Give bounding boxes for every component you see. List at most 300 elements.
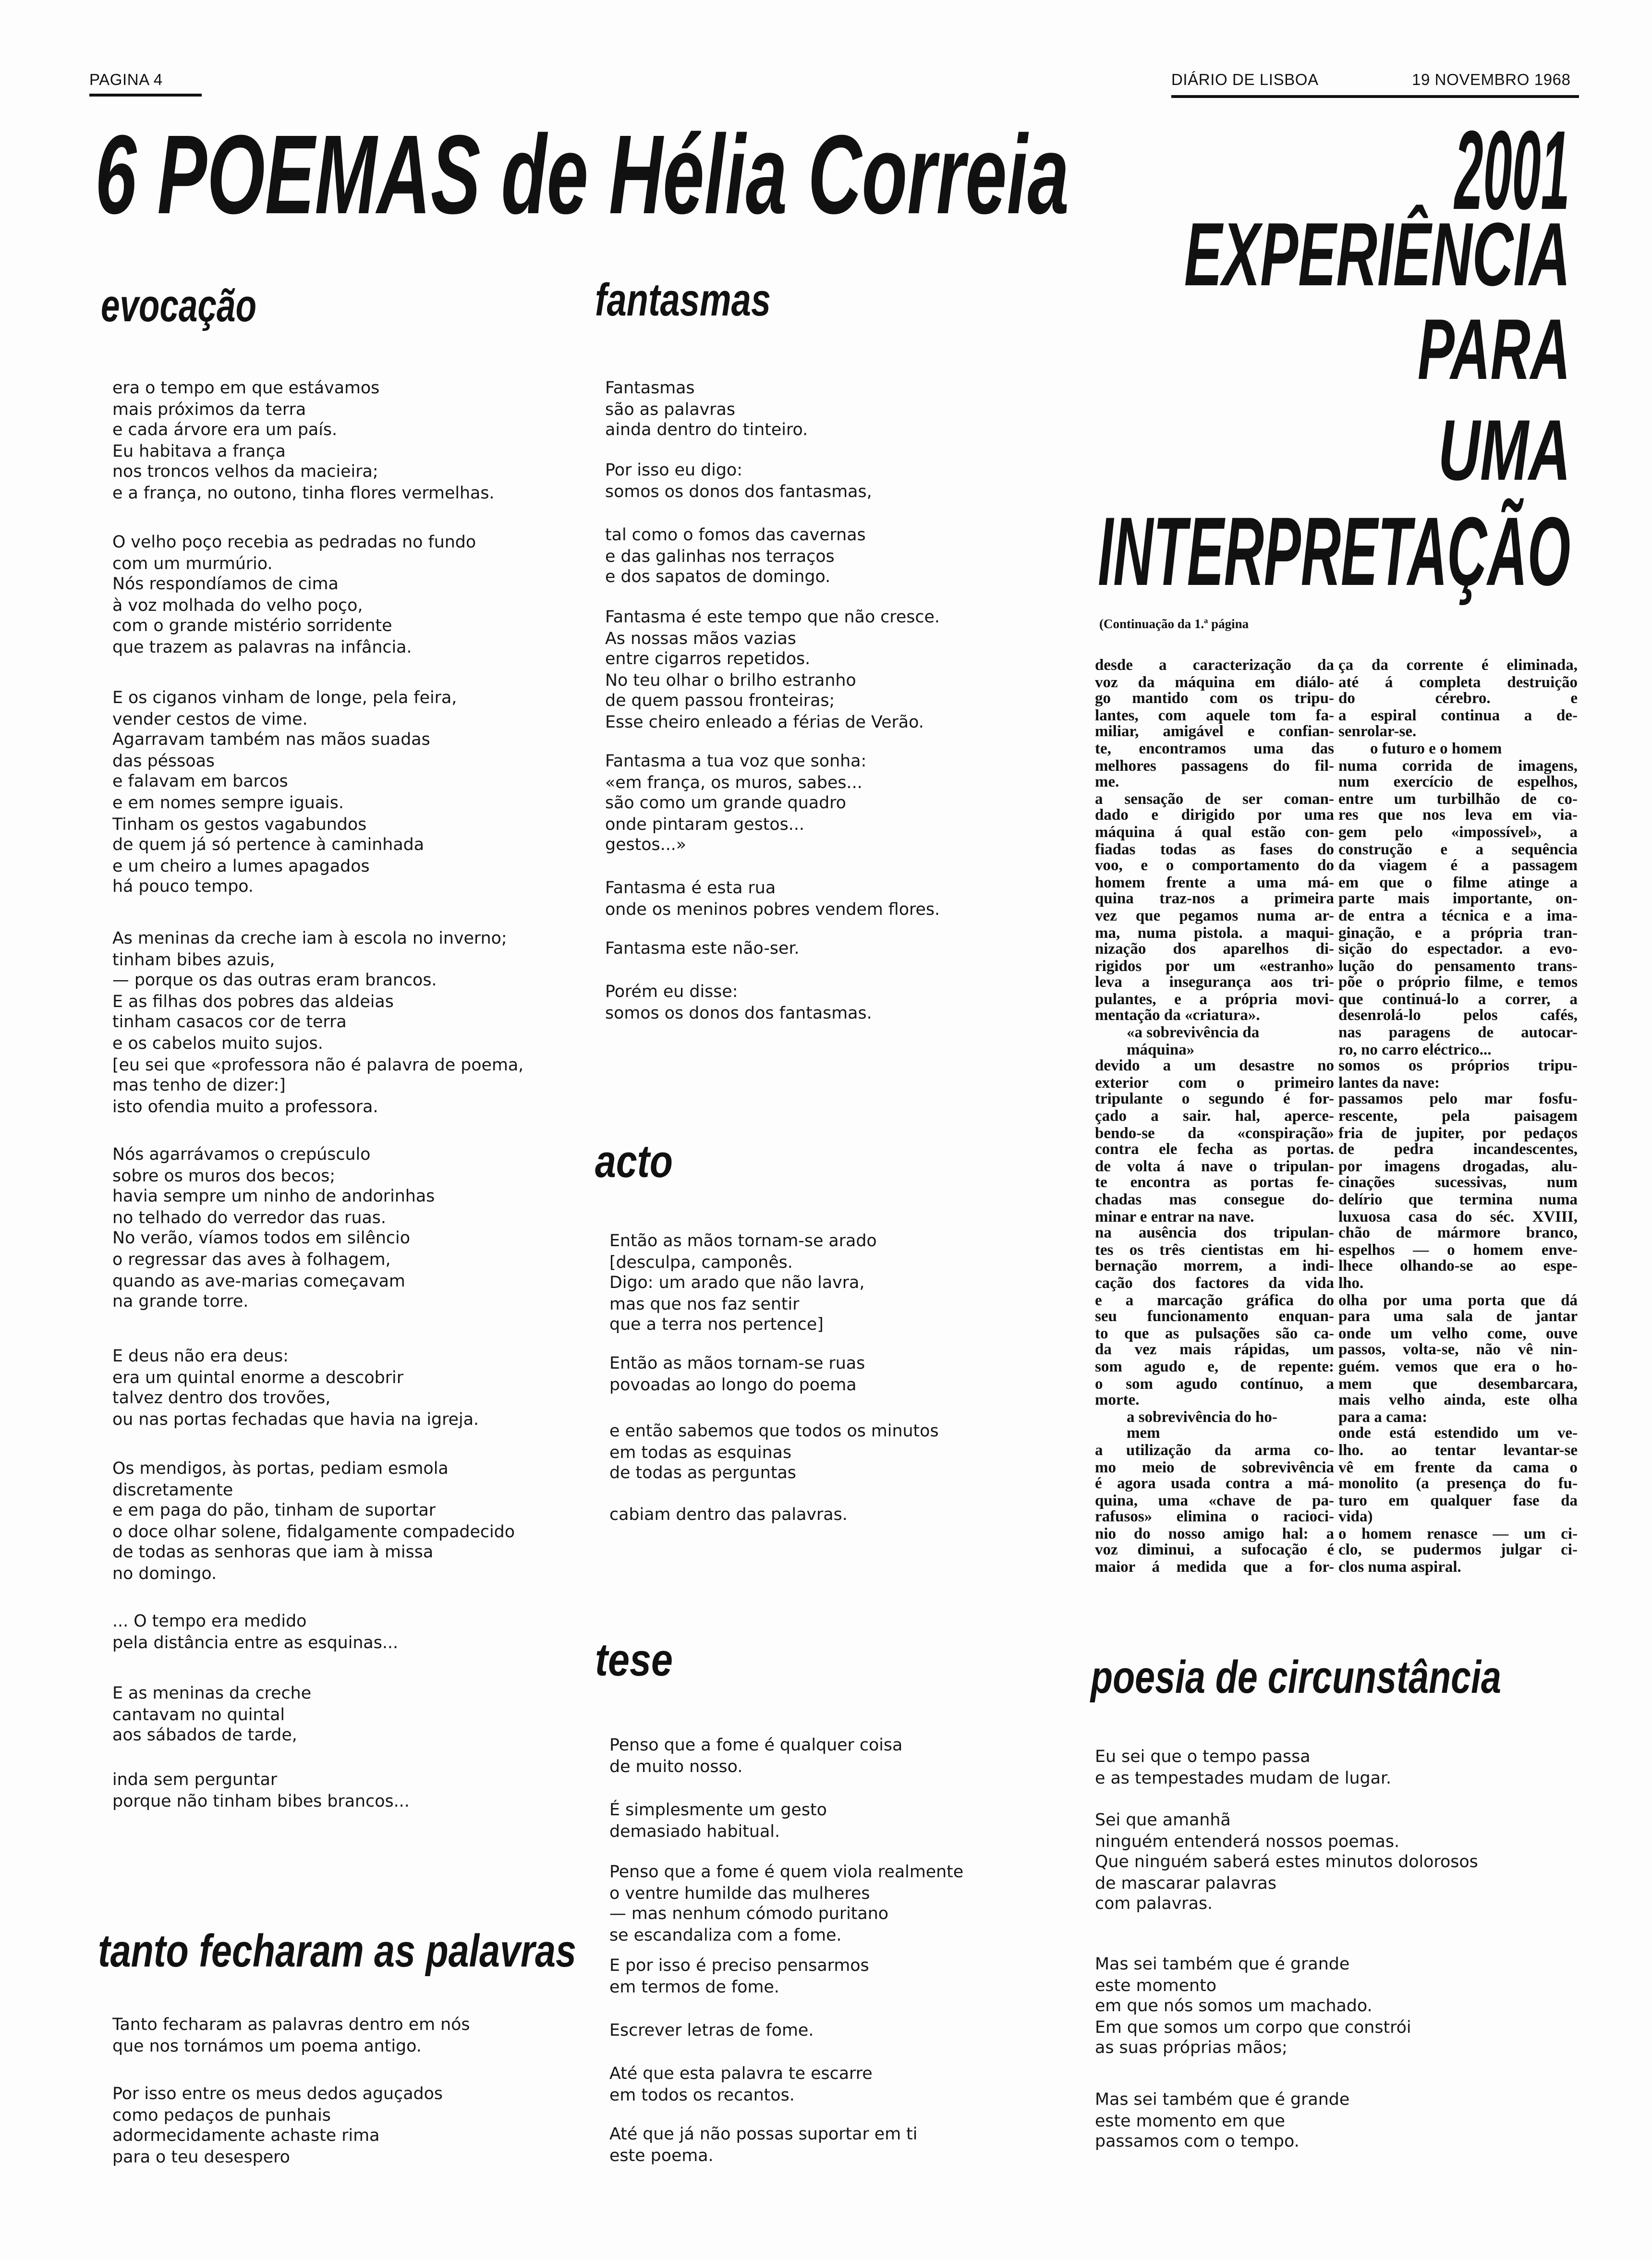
article-line: da vez mais rápidas, um	[1095, 1343, 1334, 1360]
poem-stanza	[112, 1458, 515, 1584]
header-rule-left	[89, 94, 202, 97]
article-line: mais velho ainda, este olha	[1338, 1393, 1578, 1409]
article-line: desenrolá-lo pelos cafés,	[1338, 1009, 1578, 1025]
article-line: devido a um desastre no	[1095, 1059, 1334, 1075]
article-line: a utilização da arma co-	[1095, 1443, 1334, 1459]
poem-line: E as meninas da creche	[112, 1683, 312, 1703]
article-line: o som agudo contínuo, a	[1095, 1376, 1334, 1393]
poem-line: tal como o fomos das cavernas	[605, 524, 866, 545]
poem-line: ou nas portas fechadas que havia na igreja.	[112, 1409, 479, 1429]
poem-stanza	[609, 1735, 902, 1777]
article-line: vez que pegamos numa ar-	[1095, 909, 1334, 925]
article-line: lho.	[1338, 1276, 1364, 1292]
poem-line: Fantasma é esta rua	[605, 877, 776, 898]
poem-stanza	[609, 2124, 917, 2166]
article-line: guém. vemos que era o ho-	[1338, 1360, 1578, 1376]
article-line: na ausência dos tripulan-	[1095, 1226, 1334, 1242]
poem-line: Mas sei também que é grande	[1095, 2089, 1350, 2109]
article-line: exterior com o primeiro	[1095, 1076, 1334, 1092]
poem-line: [eu sei que «professora não é palavra de poema,	[112, 1054, 524, 1074]
poem-line: em que nós somos um machado.	[1095, 1995, 1373, 2016]
poem-line: somos os donos dos fantasmas.	[605, 1002, 872, 1022]
article-line: máquina á qual estão con-	[1095, 825, 1334, 841]
poem-line: para o teu desespero	[112, 2146, 290, 2167]
poem-line: isto ofendia muito a professora.	[112, 1096, 378, 1117]
article-line: chadas mas consegue do-	[1095, 1193, 1334, 1209]
article-line: voo, e o comportamento do	[1095, 859, 1334, 875]
article-line: contra ele fecha as portas.	[1095, 1142, 1334, 1159]
article-line: do cérebro. e	[1338, 692, 1578, 708]
article-line: e a marcação gráfica do	[1095, 1293, 1334, 1309]
poem-title-wrap	[595, 274, 823, 326]
article-line: de volta á nave o tripulan-	[1095, 1159, 1334, 1176]
article-line: te, encontramos uma das	[1095, 741, 1334, 758]
article-line: ginação, e a própria tran-	[1338, 925, 1578, 942]
poem-line: Escrever letras de fome.	[609, 2020, 814, 2040]
poem-line: Fantasma a tua voz que sonha:	[605, 751, 867, 771]
poem-stanza	[605, 938, 800, 959]
poem-stanza	[1095, 2089, 1349, 2152]
article-line: clo, se pudermos julgar ci-	[1338, 1543, 1578, 1560]
poem-line: As meninas da creche iam à escola no inverno;	[112, 928, 507, 948]
poem-line: no telhado do verredor das ruas.	[112, 1207, 386, 1227]
article-paragraph	[1095, 1444, 1334, 1577]
article-line: rigidos por um «estranho»	[1095, 959, 1334, 975]
poem-line: Esse cheiro enleado a férias de Verão.	[605, 711, 924, 732]
poem-line: mas que nos faz sentir	[609, 1293, 800, 1314]
article-line: maior á medida que a for-	[1095, 1560, 1334, 1577]
poem-line: Porém eu disse:	[605, 981, 738, 1001]
poem-title-wrap	[595, 1135, 690, 1187]
poem-line: As nossas mãos vazias	[605, 627, 796, 648]
article-line: rafusos» elimina o racioci-	[1095, 1510, 1334, 1526]
poem-line: de mascarar palavras	[1095, 1872, 1276, 1893]
poem-line: como pedaços de punhais	[112, 2104, 331, 2125]
poem-line: Mas sei também que é grande	[1095, 1954, 1350, 1974]
poem-stanza	[112, 1144, 435, 1312]
poem-line: cabiam dentro das palavras.	[609, 1504, 848, 1524]
poem-title: fantasmas	[595, 274, 771, 326]
poem-line: as suas próprias mãos;	[1095, 2038, 1288, 2058]
poem-stanza	[609, 1504, 848, 1525]
poem-line: mas tenho de dizer:]	[112, 1075, 286, 1095]
article-line: o homem renasce — um ci-	[1338, 1527, 1578, 1543]
poem-line: sobre os muros dos becos;	[112, 1165, 336, 1185]
article-line: miliar, amigável e confian-	[1095, 725, 1334, 741]
poem-stanza	[609, 2020, 814, 2041]
poem-stanza	[605, 524, 866, 587]
poem-line: e um cheiro a lumes apagados	[112, 855, 370, 876]
article-paragraph	[1338, 658, 1578, 742]
article-line: fiadas todas as fases do	[1095, 842, 1334, 858]
poem-line: de quem já só pertence à caminhada	[112, 834, 425, 855]
poem-stanza	[605, 981, 872, 1023]
article-column	[1338, 658, 1578, 1577]
article-line: nas paragens de autocar-	[1338, 1026, 1578, 1042]
poem-line: há pouco tempo.	[112, 876, 254, 897]
article-line: de entra a técnica e a ima-	[1338, 909, 1578, 925]
article-line: até á completa destruição	[1338, 675, 1578, 691]
poem-line: Eu sei que o tempo passa	[1095, 1746, 1311, 1766]
article-line: numa corrida de imagens,	[1338, 758, 1578, 775]
poem-stanza	[112, 1683, 311, 1746]
article-title-line: PARA	[1418, 301, 1570, 398]
article-line: para a cama:	[1338, 1410, 1428, 1426]
poem-title: evocação	[101, 279, 256, 331]
article-line: mentação da «criatura».	[1095, 1009, 1260, 1025]
article-line: vê em frente da cama o	[1338, 1460, 1578, 1476]
article-line: bendo-se da «conspiração»	[1095, 1126, 1334, 1142]
article-line: pulantes, e a própria movi-	[1095, 992, 1334, 1008]
article-line: res que nos leva em via-	[1338, 809, 1578, 825]
poem-line: Penso que a fome é quem viola realmente	[609, 1861, 964, 1882]
poem-line: tinham bibes azuis,	[112, 948, 275, 969]
article-line: leva a insegurança aos tri-	[1095, 975, 1334, 992]
article-line: tripulante o segundo é for-	[1095, 1093, 1334, 1109]
article-line: ro, no carro eléctrico...	[1338, 1042, 1492, 1058]
poem-stanza	[112, 377, 495, 504]
poem-line: inda sem perguntar	[112, 1769, 278, 1789]
article-line: construção e a sequência	[1338, 842, 1578, 858]
article-paragraph	[1338, 759, 1578, 1059]
poem-line: No verão, víamos todos em silêncio	[112, 1228, 411, 1249]
poem-line: Por isso eu digo:	[605, 460, 742, 480]
article-line: vida)	[1338, 1510, 1373, 1526]
poem-line: Penso que a fome é qualquer coisa	[609, 1735, 903, 1755]
article-column	[1095, 658, 1334, 1577]
poem-stanza	[112, 1346, 479, 1430]
poem-line: o ventre humilde das mulheres	[609, 1882, 870, 1903]
article-line: luxuosa casa do séc. XVIII,	[1338, 1209, 1578, 1226]
article-line: clos numa aspiral.	[1338, 1560, 1461, 1577]
poem-line: No teu olhar o brilho estranho	[605, 669, 856, 690]
article-subhead-line: o futuro e o homem	[1370, 741, 1502, 758]
poem-line: se escandaliza com a fome.	[609, 1924, 842, 1945]
article-subhead-line: máquina»	[1127, 1042, 1195, 1058]
main-title: 6 POEMAS de Hélia Correia	[95, 111, 1069, 238]
poem-line: o doce olhar solene, fidalgamente compadecido	[112, 1521, 515, 1542]
article-paragraph	[1338, 1527, 1578, 1577]
poem-line: discretamente	[112, 1479, 233, 1499]
poem-line: «em frança, os muros, sabes...	[605, 771, 862, 792]
poem-line: e em paga do pão, tinham de suportar	[112, 1500, 436, 1520]
article-line: passamos pelo mar fosfu-	[1338, 1093, 1578, 1109]
poem-line: Fantasma é este tempo que não cresce.	[605, 607, 940, 627]
poem-line: e as tempestades mudam de lugar.	[1095, 1767, 1392, 1787]
poem-line: Tinham os gestos vagabundos	[112, 813, 367, 834]
poem-stanza	[605, 877, 940, 920]
article-line: seu funcionamento enquan-	[1095, 1310, 1334, 1326]
article-line: me.	[1095, 775, 1119, 791]
poem-line: e em nomes sempre iguais.	[112, 792, 344, 813]
poem-stanza	[609, 1799, 827, 1842]
article-line: morte.	[1095, 1393, 1140, 1409]
poem-line: de muito nosso.	[609, 1755, 743, 1776]
article-line: em que o filme atinge a	[1338, 875, 1578, 892]
poem-line: Fantasmas	[605, 377, 695, 398]
article-line: delírio que termina numa	[1338, 1193, 1578, 1209]
poem-line: Nós respondíamos de cima	[112, 573, 339, 594]
poem-line: — mas nenhum cómodo puritano	[609, 1903, 889, 1924]
poem-line: que trazem as palavras na infância.	[112, 636, 412, 657]
poem-stanza	[1095, 1954, 1411, 2059]
article-line: ma, numa pistola. a maqui-	[1095, 925, 1334, 942]
article-line: entre um turbilhão de co-	[1338, 792, 1578, 808]
poem-stanza	[605, 460, 872, 502]
poem-stanza	[112, 2083, 443, 2167]
poem-line: onde pintaram gestos...	[605, 814, 804, 834]
poem-line: são as palavras	[605, 398, 735, 419]
poem-line: Sei que amanhã	[1095, 1810, 1231, 1830]
poem-line: aos sábados de tarde,	[112, 1725, 297, 1745]
article-paragraph	[1338, 1059, 1578, 1093]
poem-line: em todos os recantos.	[609, 2084, 795, 2104]
article-line: nização dos aparelhos di-	[1095, 942, 1334, 959]
poem-line: Então as mãos tornam-se arado	[609, 1230, 877, 1251]
poem-line: e dos sapatos de domingo.	[605, 566, 831, 587]
poem-stanza	[609, 1230, 877, 1336]
article-line: é agora usada contra a má-	[1095, 1477, 1334, 1493]
article-subhead-line: a sobrevivência do ho-	[1127, 1410, 1277, 1426]
article-line: por imagens drogadas, alu-	[1338, 1159, 1578, 1176]
poem-stanza	[605, 751, 866, 856]
article-line: da viagem é a passagem	[1338, 859, 1578, 875]
article-line: to que as pulsações são ca-	[1095, 1326, 1334, 1343]
poem-title: poesia de circunstância	[1091, 1651, 1501, 1703]
article-line: chão de mármore branco,	[1338, 1226, 1578, 1242]
article-line: voz da máquina em diálo-	[1095, 675, 1334, 691]
poem-line: Por isso entre os meus dedos aguçados	[112, 2083, 443, 2103]
article-line: senrolar-se.	[1338, 725, 1417, 741]
poem-line: adormecidamente achaste rima	[112, 2125, 380, 2146]
article-line: te encontra as portas fe-	[1095, 1176, 1334, 1192]
poem-line: de todas as senhoras que iam à missa	[112, 1542, 434, 1563]
article-line: lho. ao tentar levantar-se	[1338, 1443, 1578, 1459]
article-paragraph	[1095, 1026, 1334, 1059]
poem-line: [desculpa, camponês.	[609, 1251, 793, 1272]
article-title-line-wrap	[1374, 402, 1570, 498]
article-line: lantes da nave:	[1338, 1076, 1440, 1092]
poem-line: vender cestos de vime.	[112, 708, 308, 729]
article-line: espelhos — o homem enve-	[1338, 1243, 1578, 1259]
article-subhead-line: «a sobrevivência da	[1127, 1026, 1260, 1042]
issue-date: 19 NOVEMBRO 1968	[1412, 72, 1571, 89]
poem-title-wrap	[101, 279, 311, 331]
article-paragraph	[1338, 1093, 1578, 1293]
article-title-line: UMA	[1438, 402, 1570, 498]
article-title-line: 2001	[1455, 107, 1570, 233]
article-line: para uma sala de jantar	[1338, 1310, 1578, 1326]
poem-line: que a terra nos pertence]	[609, 1314, 824, 1335]
header-rule-right	[1171, 95, 1579, 98]
article-title-line-wrap	[1320, 107, 1570, 233]
article-paragraph	[1338, 1293, 1578, 1427]
article-line: turo em qualquer fase da	[1338, 1494, 1578, 1510]
article-title-line-wrap	[961, 206, 1570, 305]
article-line: gem pelo «impossível», a	[1338, 825, 1578, 841]
poem-line: são como um grande quadro	[605, 792, 846, 813]
poem-line: e então sabemos que todos os minutos	[609, 1421, 939, 1441]
poem-line: quando as ave-marias começavam	[112, 1270, 405, 1290]
poem-stanza	[605, 607, 940, 733]
poem-stanza	[112, 2014, 470, 2056]
poem-stanza	[112, 928, 523, 1117]
poem-stanza	[112, 1611, 398, 1653]
poem-line: tinham casacos cor de terra	[112, 1012, 347, 1032]
article-line: mo meio de sobrevivência	[1095, 1460, 1334, 1476]
article-subhead-line: mem	[1127, 1426, 1160, 1443]
poem-line: cantavam no quintal	[112, 1703, 285, 1724]
poem-line: e os cabelos muito sujos.	[112, 1032, 323, 1053]
article-paragraph	[1095, 1059, 1334, 1227]
article-line: cação dos factores da vida	[1095, 1276, 1334, 1292]
article-line: põe o próprio filme, e temos	[1338, 975, 1578, 992]
poem-line: Agarravam também nas mãos suadas	[112, 729, 430, 750]
poem-line: passamos com o tempo.	[1095, 2131, 1300, 2151]
article-line: lantes, com aquele tom fa-	[1095, 708, 1334, 725]
poem-line: era um quintal enorme a descobrir	[112, 1366, 404, 1387]
article-line: somos os próprios tripu-	[1338, 1059, 1578, 1075]
poem-line: e a frança, no outono, tinha flores vermelhas.	[112, 482, 495, 503]
article-paragraph	[1095, 792, 1334, 1026]
article-line: minar e entrar na nave.	[1095, 1209, 1254, 1226]
poem-line: onde os meninos pobres vendem flores.	[605, 898, 940, 919]
article-line: num exercício de espelhos,	[1338, 775, 1578, 791]
article-line: nio do nosso amigo hal: a	[1095, 1527, 1334, 1543]
poem-line: E por isso é preciso pensarmos	[609, 1955, 869, 1975]
article-paragraph	[1338, 1427, 1578, 1527]
article-title-line: INTERPRETAÇÃO	[1098, 498, 1570, 607]
article-line: tes os três cientistas em hi-	[1095, 1243, 1334, 1259]
article-title-line: EXPERIÊNCIA	[1184, 206, 1570, 305]
poem-line: nos troncos velhos da macieira;	[112, 462, 378, 482]
poem-line: E as filhas dos pobres das aldeias	[112, 991, 394, 1011]
poem-line: com um murmúrio.	[112, 552, 273, 573]
article-line: rescente, pela paisagem	[1338, 1109, 1578, 1126]
article-line: passos, volta-se, não vê nin-	[1338, 1343, 1578, 1360]
poem-line: e das galinhas nos terraços	[605, 545, 835, 566]
poem-line: Até que esta palavra te escarre	[609, 2063, 873, 2083]
poem-line: e falavam em barcos	[112, 771, 288, 792]
poem-line: com o grande mistério sorridente	[112, 616, 392, 636]
poem-line: povoadas ao longo do poema	[609, 1373, 857, 1394]
article-line: que continuá-lo a correr, a	[1338, 992, 1578, 1008]
poem-stanza	[605, 377, 808, 440]
article-line: de pedra incandescentes,	[1338, 1142, 1578, 1159]
poem-line: era o tempo em que estávamos	[112, 377, 380, 398]
poem-line: das péssoas	[112, 750, 215, 771]
poem-line: Então as mãos tornam-se ruas	[609, 1353, 865, 1373]
article-line: a espiral continua a de-	[1338, 708, 1578, 725]
poem-line: demasiado habitual.	[609, 1820, 780, 1841]
article-line: parte mais importante, on-	[1338, 892, 1578, 908]
poem-title: tanto fecharam as palavras	[98, 1925, 576, 1977]
poem-line: gestos...»	[605, 835, 687, 855]
poem-line: Fantasma este não-ser.	[605, 938, 800, 958]
poem-line: E deus não era deus:	[112, 1346, 289, 1366]
article-line: dado e dirigido por uma	[1095, 809, 1334, 825]
poem-line: Eu habitava a frança	[112, 440, 286, 461]
poem-line: somos os donos dos fantasmas,	[605, 480, 872, 501]
article-paragraph	[1095, 658, 1334, 792]
newspaper-name: DIÁRIO DE LISBOA	[1171, 72, 1319, 89]
article-line: homem frente a uma má-	[1095, 875, 1334, 892]
article-line: ça da corrente é eliminada,	[1338, 658, 1578, 674]
poem-title: tese	[595, 1634, 673, 1686]
article-line: monolito (a presença do fu-	[1338, 1477, 1578, 1493]
article-paragraph	[1095, 1227, 1334, 1410]
poem-line: na grande torre.	[112, 1291, 249, 1312]
poem-line: ... O tempo era medido	[112, 1611, 307, 1631]
article-line: sição do espectador. a evo-	[1338, 942, 1578, 959]
poem-stanza	[112, 687, 457, 898]
poem-line: mais próximos da terra	[112, 398, 306, 419]
poem-line: este momento	[1095, 1974, 1217, 1995]
article-line: cinações sucessivas, num	[1338, 1176, 1578, 1192]
article-line: lução do pensamento trans-	[1338, 959, 1578, 975]
poem-line: O velho poço recebia as pedradas no fundo	[112, 532, 476, 552]
poem-line: em termos de fome.	[609, 1976, 779, 1996]
article-line: melhores passagens do fil-	[1095, 758, 1334, 775]
poem-title-wrap	[595, 1634, 687, 1686]
article-line: desde a caracterização da	[1095, 658, 1334, 674]
poem-line: pela distância entre as esquinas...	[112, 1631, 399, 1652]
poem-stanza	[112, 532, 476, 658]
article-line: go mantido com os tripu-	[1095, 692, 1334, 708]
poem-line: no domingo.	[112, 1563, 217, 1583]
poem-title: acto	[595, 1135, 673, 1187]
article-line: som agudo e, de repente:	[1095, 1360, 1334, 1376]
article-paragraph	[1338, 742, 1578, 759]
article-line: voz diminui, a sufocação é	[1095, 1543, 1334, 1560]
poem-line: e cada árvore era um país.	[112, 419, 338, 440]
poem-line: havia sempre um ninho de andorinhas	[112, 1186, 435, 1206]
poem-line: de quem passou fronteiras;	[605, 691, 835, 711]
poem-line: Até que já não possas suportar em ti	[609, 2124, 918, 2144]
poem-line: à voz molhada do velho poço,	[112, 595, 363, 615]
poem-line: Digo: um arado que não lavra,	[609, 1272, 865, 1293]
article-line: quina, uma «chave de pa-	[1095, 1494, 1334, 1510]
poem-line: porque não tinham bibes brancos...	[112, 1790, 410, 1810]
poem-line: — porque os das outras eram brancos.	[112, 970, 437, 990]
continuation-note: (Continuação da 1.ª página	[1099, 617, 1249, 631]
article-line: çado a sair. hal, aperce-	[1095, 1109, 1334, 1126]
poem-line: este momento em que	[1095, 2110, 1285, 2130]
article-line: mem que desembarcara,	[1338, 1376, 1578, 1393]
article-line: onde está estendido um ve-	[1338, 1426, 1578, 1443]
article-paragraph	[1095, 1410, 1334, 1444]
poem-line: ainda dentro do tinteiro.	[605, 419, 808, 440]
poem-line: Tanto fecharam as palavras dentro em nós	[112, 2014, 470, 2034]
poem-stanza	[609, 1421, 939, 1483]
page-label: PAGINA 4	[89, 72, 163, 89]
article-line: quina traz-nos a primeira	[1095, 892, 1334, 908]
poem-line: Os mendigos, às portas, pediam esmola	[112, 1458, 449, 1478]
article-line: lhece olhando-se ao espe-	[1338, 1260, 1578, 1276]
poem-title-wrap	[98, 1925, 692, 1977]
poem-line: que nos tornámos um poema antigo.	[112, 2035, 422, 2055]
poem-line: É simplesmente um gesto	[609, 1799, 827, 1820]
poem-line: ninguém entenderá nossos poemas.	[1095, 1830, 1400, 1851]
poem-line: este poema.	[609, 2144, 714, 2165]
poem-line: Nós agarrávamos o crepúsculo	[112, 1144, 371, 1164]
poem-line: talvez dentro dos trovões,	[112, 1387, 331, 1408]
article-line: bernação morrem, a indi-	[1095, 1260, 1334, 1276]
article-line: fria de jupiter, por pedaços	[1338, 1126, 1578, 1142]
article-title-line-wrap	[1333, 301, 1570, 398]
poem-line: o regressar das aves à folhagem,	[112, 1249, 391, 1269]
article-line: olha por uma porta que dá	[1338, 1293, 1578, 1309]
